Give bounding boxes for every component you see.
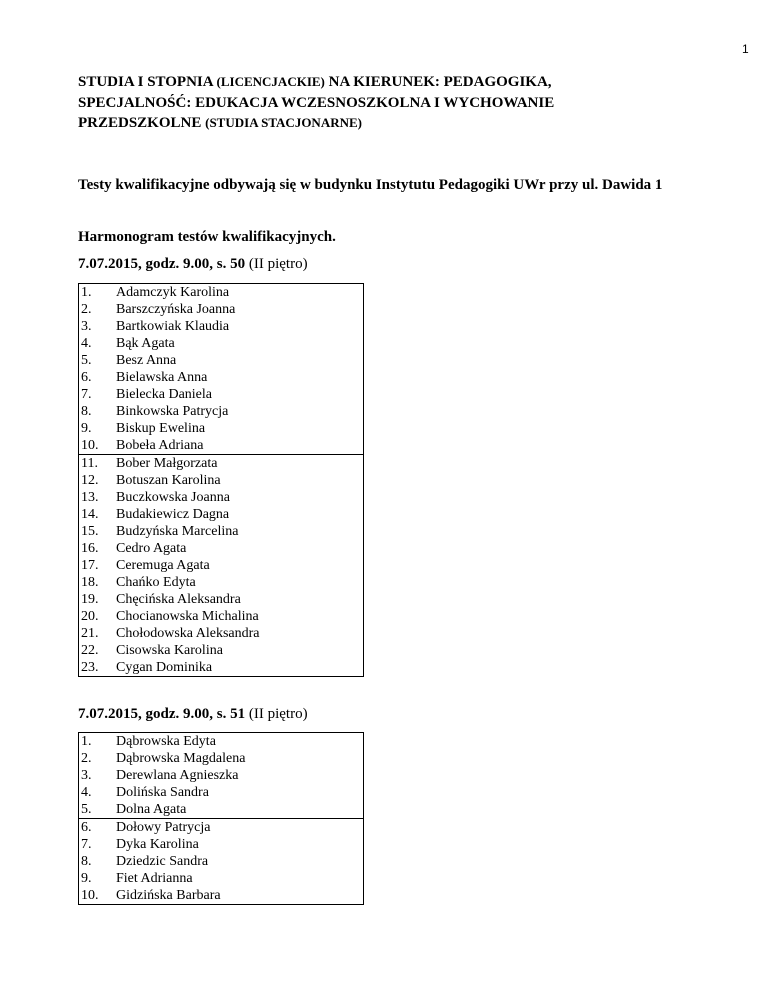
student-name: Bartkowiak Klaudia — [116, 319, 230, 334]
page-number: 1 — [742, 42, 749, 56]
student-name: Adamczyk Karolina — [116, 285, 230, 300]
student-number: 9. — [81, 871, 92, 886]
student-number: 17. — [81, 558, 99, 573]
student-number: 23. — [81, 660, 99, 675]
student-name: Dąbrowska Magdalena — [116, 751, 246, 766]
session-2-floor: (II piętro) — [245, 706, 308, 722]
document-heading — [78, 72, 698, 134]
heading-line-1-b: NA KIERUNEK: PEDAGOGIKA, — [324, 74, 552, 90]
student-name: Derewlana Agnieszka — [116, 768, 239, 783]
student-row — [79, 437, 363, 454]
student-name: Botuszan Karolina — [116, 473, 221, 488]
student-name: Dziedzic Sandra — [116, 854, 209, 869]
student-name: Barszczyńska Joanna — [116, 302, 236, 317]
student-number: 5. — [81, 802, 92, 817]
student-number: 15. — [81, 524, 99, 539]
heading-line-3-a: PRZEDSZKOLNE — [78, 115, 206, 131]
student-row — [79, 403, 363, 420]
student-row — [79, 386, 363, 403]
student-row — [79, 801, 363, 818]
student-row — [79, 818, 363, 836]
student-row — [79, 352, 363, 369]
student-name: Gidzińska Barbara — [116, 888, 221, 903]
heading-line-2: SPECJALNOŚĆ: EDUKACJA WCZESNOSZKOLNA I WYCHOWANIE — [78, 94, 555, 111]
student-row — [79, 454, 363, 472]
heading-line-3 — [78, 113, 698, 134]
student-row — [79, 767, 363, 784]
student-name: Dolna Agata — [116, 802, 187, 817]
student-number: 9. — [81, 421, 92, 436]
student-name: Cisowska Karolina — [116, 643, 223, 658]
student-number: 4. — [81, 336, 92, 351]
student-number: 12. — [81, 473, 99, 488]
student-number: 14. — [81, 507, 99, 522]
student-number: 2. — [81, 302, 92, 317]
student-name: Chańko Edyta — [116, 575, 196, 590]
student-number: 6. — [81, 820, 92, 835]
student-name: Budzyńska Marcelina — [116, 524, 239, 539]
student-row — [79, 318, 363, 335]
student-name: Bielecka Daniela — [116, 387, 213, 402]
schedule-heading: Harmonogram testów kwalifikacyjnych. — [78, 229, 336, 245]
session-1-floor: (II piętro) — [245, 256, 308, 272]
student-number: 20. — [81, 609, 99, 624]
student-number: 13. — [81, 490, 99, 505]
student-number: 18. — [81, 575, 99, 590]
student-number: 7. — [81, 387, 92, 402]
student-row — [79, 574, 363, 591]
student-number: 1. — [81, 285, 92, 300]
session-1-datetime: 7.07.2015, godz. 9.00, s. 50 — [78, 256, 246, 272]
student-row — [79, 369, 363, 386]
student-number: 8. — [81, 854, 92, 869]
student-name: Dołowy Patrycja — [116, 820, 211, 835]
student-row — [79, 284, 363, 301]
student-name: Bober Małgorzata — [116, 456, 218, 471]
heading-line-3-small: (STUDIA STACJONARNE) — [205, 115, 362, 130]
student-number: 8. — [81, 404, 92, 419]
student-row — [79, 335, 363, 352]
student-name: Bąk Agata — [116, 336, 175, 351]
student-name: Cygan Dominika — [116, 660, 213, 675]
student-name: Bobeła Adriana — [116, 438, 204, 453]
student-row — [79, 870, 363, 887]
student-name: Chołodowska Aleksandra — [116, 626, 260, 641]
student-name: Cedro Agata — [116, 541, 187, 556]
student-name: Chocianowska Michalina — [116, 609, 259, 624]
student-number: 7. — [81, 837, 92, 852]
heading-line-1 — [78, 72, 698, 93]
student-row — [79, 784, 363, 801]
session-1-title — [78, 256, 308, 273]
student-name: Dyka Karolina — [116, 837, 199, 852]
student-row — [79, 301, 363, 318]
student-row — [79, 557, 363, 574]
student-row — [79, 750, 363, 767]
heading-line-1-small: (LICENCJACKIE) — [216, 74, 325, 89]
student-name: Fiet Adrianna — [116, 871, 193, 886]
session-2-title — [78, 706, 308, 723]
student-name: Chęcińska Aleksandra — [116, 592, 241, 607]
student-number: 21. — [81, 626, 99, 641]
student-row — [79, 659, 363, 676]
student-number: 22. — [81, 643, 99, 658]
student-name: Biskup Ewelina — [116, 421, 206, 436]
student-row — [79, 733, 363, 750]
student-name: Budakiewicz Dagna — [116, 507, 230, 522]
student-number: 3. — [81, 768, 92, 783]
student-row — [79, 472, 363, 489]
heading-line-1-a: STUDIA I STOPNIA — [78, 74, 217, 90]
student-number: 5. — [81, 353, 92, 368]
student-number: 19. — [81, 592, 99, 607]
student-row — [79, 887, 363, 904]
student-name: Ceremuga Agata — [116, 558, 210, 573]
student-number: 2. — [81, 751, 92, 766]
student-name: Dolińska Sandra — [116, 785, 209, 800]
student-row — [79, 489, 363, 506]
student-row — [79, 540, 363, 557]
student-number: 16. — [81, 541, 99, 556]
student-name: Dąbrowska Edyta — [116, 734, 216, 749]
student-number: 11. — [81, 456, 98, 471]
session-2-datetime: 7.07.2015, godz. 9.00, s. 51 — [78, 706, 246, 722]
student-name: Bielawska Anna — [116, 370, 208, 385]
student-name: Binkowska Patrycja — [116, 404, 229, 419]
student-row — [79, 608, 363, 625]
student-number: 10. — [81, 438, 99, 453]
student-number: 10. — [81, 888, 99, 903]
student-row — [79, 853, 363, 870]
student-row — [79, 420, 363, 437]
student-row — [79, 591, 363, 608]
student-number: 6. — [81, 370, 92, 385]
student-row — [79, 836, 363, 853]
student-row — [79, 523, 363, 540]
student-row — [79, 642, 363, 659]
student-row — [79, 506, 363, 523]
student-number: 4. — [81, 785, 92, 800]
session-2-student-list — [78, 732, 364, 905]
session-1-student-list — [78, 283, 364, 677]
student-row — [79, 625, 363, 642]
student-name: Buczkowska Joanna — [116, 490, 230, 505]
student-number: 1. — [81, 734, 92, 749]
student-name: Besz Anna — [116, 353, 177, 368]
student-number: 3. — [81, 319, 92, 334]
location-info: Testy kwalifikacyjne odbywają się w budynku Instytutu Pedagogiki UWr przy ul. Dawida 1 — [78, 177, 663, 193]
